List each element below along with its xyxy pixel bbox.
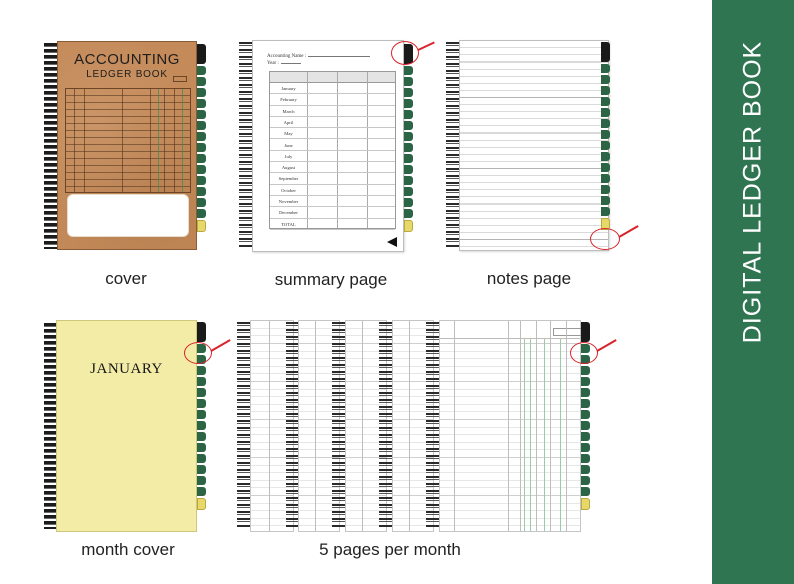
notes-tabs xyxy=(601,42,610,232)
summary-row xyxy=(270,128,395,139)
summary-row xyxy=(270,219,395,230)
play-arrow-icon[interactable] xyxy=(387,237,397,247)
cover-label-area[interactable] xyxy=(67,194,189,237)
summary-row xyxy=(270,151,395,162)
cover-tabs xyxy=(197,44,206,234)
summary-row-label: October xyxy=(281,187,296,193)
notes-tab-highlight xyxy=(590,228,620,250)
caption-pages-per-month: 5 pages per month xyxy=(319,540,461,559)
summary-row-label: November xyxy=(278,199,299,204)
summary-row xyxy=(270,207,395,218)
caption-summary: summary page xyxy=(274,270,388,289)
summary-row-label: December xyxy=(279,210,298,216)
summary-row xyxy=(270,117,395,128)
accounting-name-field: Accounting Name : xyxy=(267,54,370,59)
cover-title: ACCOUNTING xyxy=(74,51,180,68)
summary-row xyxy=(270,140,395,151)
caption-cover: cover xyxy=(105,269,147,288)
summary-tabs xyxy=(404,44,413,234)
cover-preview[interactable] xyxy=(57,41,197,250)
ledger-spiral-5 xyxy=(426,322,440,528)
summary-row xyxy=(270,94,395,105)
cover-subtitle: LEDGER BOOK xyxy=(86,69,168,80)
summary-row xyxy=(270,185,395,196)
summary-row-label: September xyxy=(278,176,299,182)
caption-notes: notes page xyxy=(486,269,572,288)
summary-row-label: February xyxy=(280,97,297,103)
summary-row xyxy=(270,83,395,94)
ledger-spiral-1 xyxy=(237,322,251,528)
month-title: JANUARY xyxy=(90,361,163,377)
ledger-spiral-4 xyxy=(379,322,393,528)
summary-row-label: July xyxy=(284,153,293,159)
ledger-spiral-3 xyxy=(332,322,346,528)
month-tab-highlight xyxy=(184,342,212,364)
notes-spiral xyxy=(446,42,460,248)
summary-row xyxy=(270,196,395,207)
cover-ledger-grid xyxy=(65,88,191,193)
summary-row-label: May xyxy=(284,131,293,137)
summary-row xyxy=(270,162,395,173)
banner-title: DIGITAL LEDGER BOOK xyxy=(738,40,767,344)
side-banner xyxy=(712,0,794,584)
cover-stamp-box xyxy=(173,76,187,82)
summary-row-label: August xyxy=(281,165,296,171)
ledger-tab-highlight xyxy=(570,342,598,364)
summary-row-label: March xyxy=(282,108,295,114)
summary-table xyxy=(269,71,396,229)
summary-tab-highlight xyxy=(391,41,419,65)
summary-row xyxy=(270,173,395,184)
year-field: Year : xyxy=(267,61,301,66)
summary-page-preview[interactable] xyxy=(252,40,404,252)
summary-spiral xyxy=(239,42,253,248)
cover-spiral xyxy=(44,43,58,249)
ledger-page-5[interactable] xyxy=(439,320,581,532)
notes-page-preview[interactable] xyxy=(459,40,609,251)
caption-month-cover: month cover xyxy=(81,540,175,559)
summary-row xyxy=(270,106,395,117)
summary-row-label: April xyxy=(283,119,294,125)
month-cover-preview[interactable] xyxy=(56,320,197,532)
summary-row-label: TOTAL xyxy=(281,221,296,227)
summary-row-label: June xyxy=(284,142,293,148)
summary-row-label: January xyxy=(281,86,296,91)
